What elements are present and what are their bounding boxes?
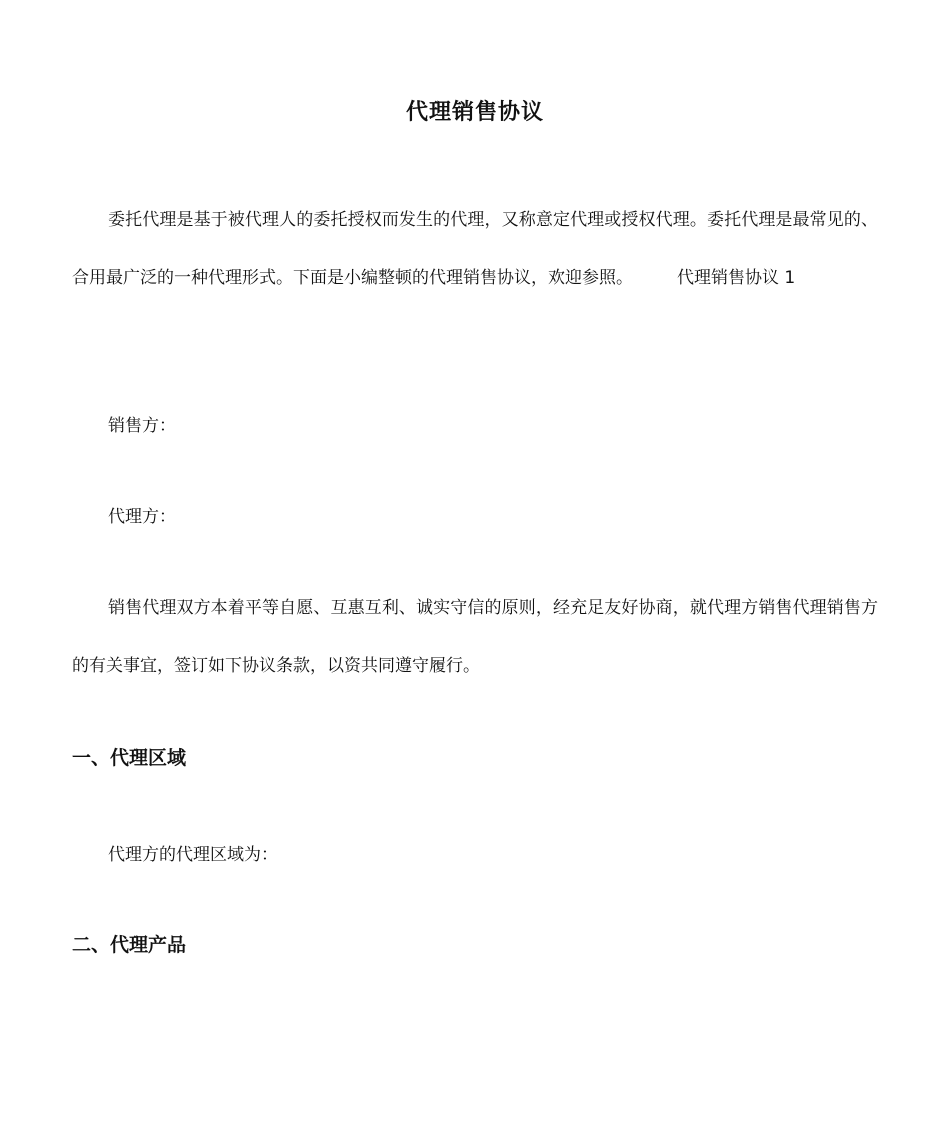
intro-text: 委托代理是基于被代理人的委托授权而发生的代理，又称意定代理或授权代理。委托代理是最常见的、合用最广泛的一种代理形式。下面是小编整顿的代理销售协议，欢迎参照。 bbox=[72, 210, 878, 288]
intro-tail-text: 代理销售协议 1 bbox=[677, 268, 796, 288]
preamble-paragraph: 销售代理双方本着平等自愿、互惠互利、诚实守信的原则，经充足友好协商，就代理方销售代理销售方 的有关事宜，签订如下协议条款，以资共同遵守履行。 bbox=[72, 598, 878, 676]
intro-paragraph bbox=[72, 191, 878, 307]
section-heading-region: 一、代理区域 bbox=[72, 747, 187, 769]
document-title: 代理销售协议 bbox=[405, 100, 544, 125]
seller-label: 销售方： bbox=[108, 416, 176, 436]
section-text-region: 代理方的代理区域为： bbox=[108, 845, 278, 865]
agent-label: 代理方： bbox=[108, 507, 176, 527]
section-heading-products: 二、代理产品 bbox=[72, 934, 187, 956]
